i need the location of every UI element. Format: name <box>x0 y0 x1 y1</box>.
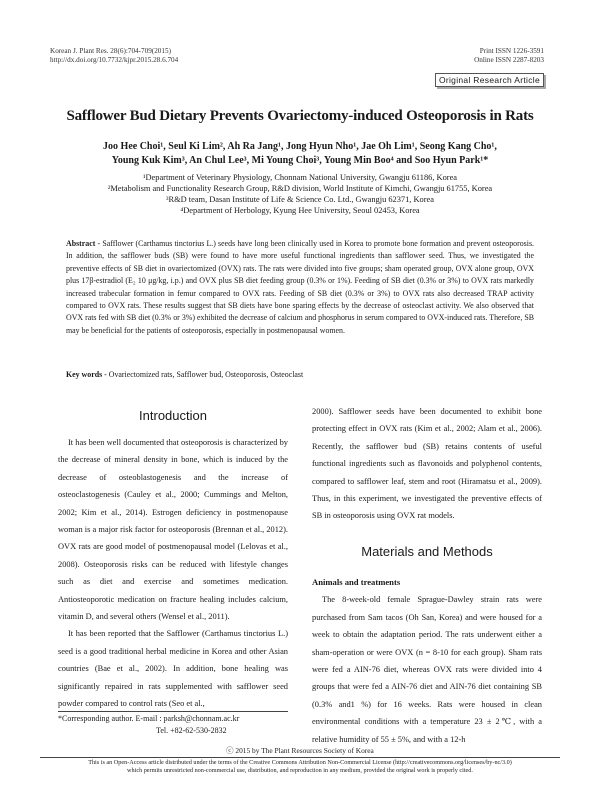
right-column <box>312 403 542 525</box>
left-column <box>58 434 288 713</box>
introduction-heading: Introduction <box>139 408 207 423</box>
methods-paragraph-1: The 8-week-old female Sprague-Dawley strain rats were purchased from Sam tacos (Oh San, Korea) and were housed for a week to obtain the adaptation period. The rats underwent either a sham-operation or were OVX (n = 8-10 for each group). Sham rats were fed a AIN-76 diet, whereas OVX rats were divided into 4 groups that were fed a AIN-76 diet and AIN-76 diet containing SB (0.3% and1 %) for 16 weeks. Rats were housed in clean environmental conditions with a temperature 23 ± 2℃, with a relative humidity of 55 ± 5%, and with a 12-h <box>312 595 542 744</box>
footnote-rule <box>58 711 288 712</box>
affiliation-2: ²Metabolism and Functionality Research Group, R&D division, World Institute of Kimchi, Gwangju 61755, Korea <box>107 184 493 193</box>
abstract-text: - Safflower (Carthamus tinctorius L.) seeds have long been clinically used in Korea to promote bone formation and prevent osteoporosis. In addition, the safflower buds (SB) were found to have more useful functional ingredients than safflower seed. Thus, we investigated the preventive effects of SB diet in ovariectomized (OVX) rats. The rats were divided into five groups; sham operated group, OVX alone group, OVX plus 17β-estradiol (E₂ 10 μg/kg, i.p.) and OVX plus SB diet feeding group (0.3% or 1%). Feeding of SB diet (0.3% or 3%) to OVX rats markedly increased trabecular formation in femur compared to OVX rats. Feeding of SB diet (0.3% or 3%) to OVX rats also decreased TRAP activity compared to OVX rats. These results suggest that SB diets have bone sparing effects by the decrease of osteoclast activity. We also observed that OVX rats fed with SB diet (0.3% or 3%) exhibited the decrease of calcium and phosphorus in serum compared to OVX-induced rats. Therefore, SB may be beneficial for the patients of osteoporosis, especially in postmenopausal women. <box>66 239 534 335</box>
online-issn: Online ISSN 2287-8203 <box>474 56 544 64</box>
methods-body <box>312 574 542 748</box>
paper-title: Safflower Bud Dietary Prevents Ovariectomy-induced Osteoporosis in Rats <box>66 108 534 124</box>
author-list <box>30 140 570 168</box>
correspondence <box>58 713 288 737</box>
journal-citation: Korean J. Plant Res. 28(6):704-709(2015) <box>50 47 171 55</box>
keywords-label: Key words <box>66 370 103 379</box>
author-line-2: Young Kuk Kim³, An Chul Lee³, Mi Young Choi³, Young Min Boo⁴ and Soo Hyun Park¹* <box>111 155 489 166</box>
corresponding-phone: Tel. +82-62-530-2832 <box>156 726 227 735</box>
doi-link[interactable]: http://dx.doi.org/10.7732/kjpr.2015.28.6.704 <box>50 56 179 64</box>
animals-subheading: Animals and treatments <box>312 577 401 587</box>
intro-paragraph-2: It has been reported that the Safflower (Carthamus tinctorius L.) seed is a good traditional herbal medicine in Korea and other Asian countries (Bae et al., 2002). In addition, bone healing was significantly repaired in rats supplemented with safflower seed powder compared to control rats (Seo et al., <box>58 629 288 709</box>
print-issn: Print ISSN 1226-3591 <box>479 47 544 55</box>
license-line-1: This is an Open-Access article distributed under the terms of the Creative Commons Attribution Non-Commercial License (http://creativecommons.org/licenses/by-nc/3.0) <box>88 759 512 766</box>
affiliation-3: ³R&D team, Dasan Institute of Life & Science Co. Ltd., Gwangju 62371, Korea <box>166 195 434 204</box>
copyright-notice: ⓒ 2015 by The Plant Resources Society of Korea <box>226 746 374 755</box>
affiliation-4: ⁴Department of Herbology, Kyung Hee University, Seoul 02453, Korea <box>180 206 420 215</box>
footer-rule <box>40 757 560 758</box>
affiliation-1: ¹Department of Veterinary Physiology, Chonnam National University, Gwangju 61186, Korea <box>142 173 458 182</box>
abstract <box>66 238 534 337</box>
article-type-badge: Original Research Article <box>435 73 544 87</box>
intro-paragraph-1: It has been well documented that osteoporosis is characterized by the decrease of mineral density in bone, which is induced by the decrease of osteoblastogenesis and the increase of osteoclastogenesis (Cauley et al., 2000; Cummings and Melton, 2002; Kim et al., 2014). Estrogen deficiency in postmenopause woman is a major risk factor for osteoporosis (Brennan et al., 2012). OVX rats are good model of postmenopausal model (Lelovas et al., 2008). Osteoporosis risks can be reduced with lifestyle changes such as diet and exercise and sometimes medication. Antiosteoporotic medication on fracture healing includes calcium, vitamin D, and several others (Wensel et al., 2011). <box>58 438 288 622</box>
author-line-1: Joo Hee Choi¹, Seul Ki Lim², Ah Ra Jang¹, Jong Hyun Nho¹, Jae Oh Lim¹, Seong Kang Cho¹, <box>103 141 497 152</box>
affiliations <box>30 172 570 216</box>
corresponding-author: *Corresponding author. E-mail : parksh@chonnam.ac.kr <box>58 714 240 723</box>
keywords <box>66 369 534 381</box>
methods-heading: Materials and Methods <box>361 544 493 559</box>
license-notice <box>20 759 580 775</box>
license-line-2: which permits unrestricted non-commercial use, distribution, and reproduction in any medium, provided the original work is properly cited. <box>127 767 473 774</box>
abstract-label: Abstract <box>66 239 96 248</box>
keywords-text: - Ovariectomized rats, Safflower bud, Osteoporosis, Osteoclast <box>102 370 304 379</box>
intro-paragraph-3: 2000). Safflower seeds have been documented to exhibit bone protecting effect in OVX rats (Kim et al., 2002; Alam et al., 2006). Recently, the safflower bud (SB) retains contents of useful functional ingredients such as flavonoids and polyphenol contents, compared to safflower leaf, stem and root (Hiramatsu et al., 2009). Thus, in this experiment, we investigated the preventive effects of SB in osteoporosis using OVX rat models. <box>312 407 542 521</box>
